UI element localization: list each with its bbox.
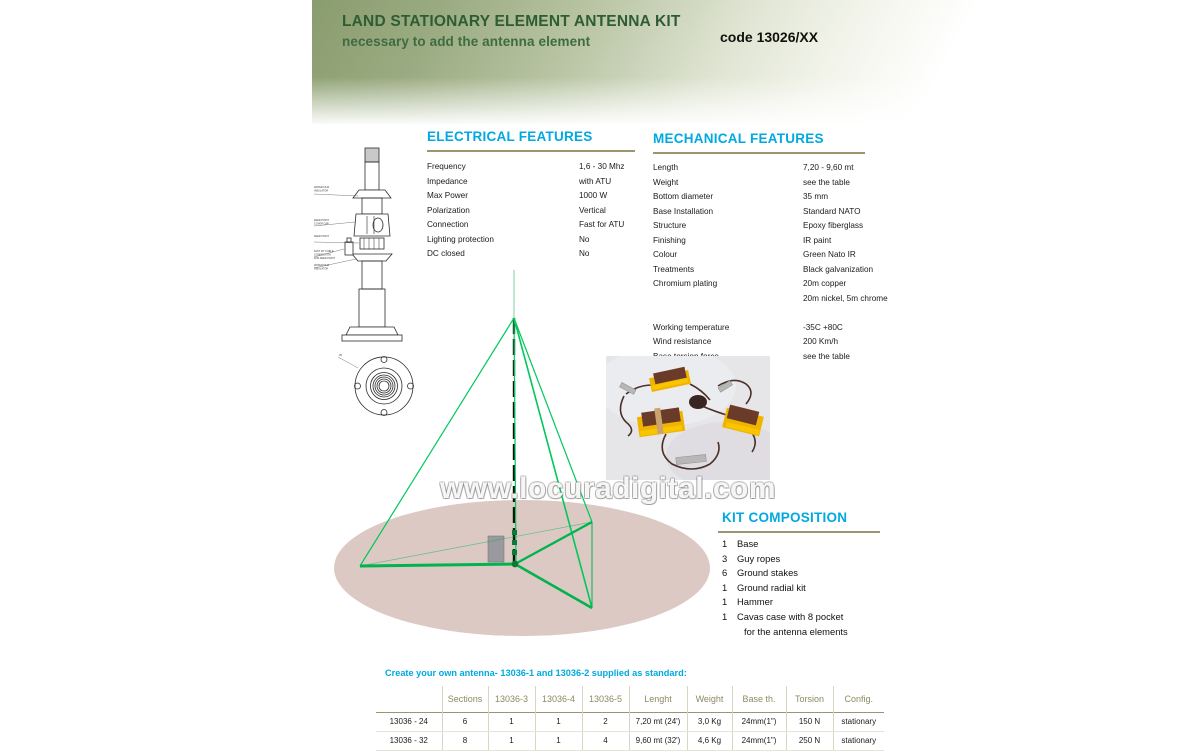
table-cell: 7,20 mt (24') [629,712,687,731]
spec-row: DC closed No [427,249,590,258]
callout-water-film-insulator-bottom: WATER FILM [314,264,330,267]
watermark-text: www.locuradigital.com [439,472,777,505]
table-cell: stationary [833,712,884,731]
spec-row: Working temperature -35C +80C [653,322,843,332]
column-header: Torsion [786,686,833,712]
column-header: 13036-5 [582,686,629,712]
ground-radial-kit-photo [606,356,770,480]
spec-row: Bottom diameter 35 mm [653,192,829,201]
spec-row: Treatments Black galvanization [653,264,874,274]
kit-composition-heading: KIT COMPOSITION [722,510,848,525]
svg-text:INSULATOR: INSULATOR [314,267,329,271]
table-cell: 8 [442,731,488,750]
column-header: 13036-3 [488,686,535,712]
callout-feed-point: FEED POINT [314,235,330,238]
spec-row: Colour Green Nato IR [653,250,856,259]
table-cell: 24mm(1") [732,731,786,750]
spec-row: Length 7,20 - 9,60 mt [653,163,854,172]
spec-row: Polarization Vertical [427,205,606,215]
column-header: 13036-4 [535,686,582,712]
table-cell: 1 [535,731,582,750]
spec-row: Frequency 1,6 - 30 Mhz [427,162,625,171]
table-cell: 24mm(1") [732,712,786,731]
table-cell: 13036 - 32 [376,731,442,750]
spec-row: Lighting protection No [427,234,590,244]
spec-row: Impedance with ATU [427,176,612,186]
svg-text:35: 35 [339,354,342,357]
page-subtitle: necessary to add the antenna element [342,34,591,49]
column-header: Lenght [629,686,687,712]
table-row [376,712,884,731]
spec-row: Weight see the table [653,177,850,187]
column-header: Sections [442,686,488,712]
column-header: Base th. [732,686,786,712]
models-table [376,686,884,751]
spec-row: see the table [803,351,850,361]
product-code: code 13026/XX [720,29,819,45]
spec-row: Structure Epoxy fiberglass [653,221,864,230]
header-text-block [342,12,681,51]
mechanical-features-table [653,163,893,366]
electrical-features-table [427,162,642,264]
spec-row: Wind resistance 200 Km/h [653,337,839,346]
page-header-banner [312,0,1200,124]
svg-text:INSULATOR: INSULATOR [314,189,329,193]
callout-fast-fit-cable: FAST FIT CABLE [314,250,334,253]
table-cell: 1 [488,712,535,731]
svg-text:COVER CAP: COVER CAP [314,222,329,226]
electrical-features-rule [427,150,635,152]
table-cell: 9,60 mt (32') [629,731,687,750]
column-header: Config. [833,686,884,712]
table-cell: stationary [833,731,884,750]
column-header: Weight [687,686,732,712]
callout-water-film-insulator-top: WATER FILM [314,186,330,189]
electrical-features-heading: ELECTRICAL FEATURES [427,129,593,144]
models-table-caption: Create your own antenna- 13036-1 and 13036-2 supplied as standard: [385,668,687,678]
page-title: LAND STATIONARY ELEMENT ANTENNA KIT [342,13,681,30]
callout-feed-point-cover-cap: FEED POINT [314,219,330,222]
table-cell: 6 [442,712,488,731]
mechanical-features-heading: MECHANICAL FEATURES [653,131,824,146]
spec-row: Base Installation Standard NATO [653,206,861,216]
table-cell: 1 [535,712,582,731]
table-header-row [376,686,884,712]
spec-row: Finishing IR paint [653,235,832,245]
spec-row: Chromium plating 20m copper [653,279,847,288]
table-cell: 13036 - 24 [376,712,442,731]
table-cell: 150 N [786,712,833,731]
table-cell: 2 [582,712,629,731]
table-cell: 1 [488,731,535,750]
spec-row: Max Power 1000 W [427,191,608,200]
table-cell: 4 [582,731,629,750]
table-cell: 3,0 Kg [687,712,732,731]
spec-row: Connection Fast for ATU [427,220,625,229]
svg-text:CONNECTION: CONNECTION [314,253,331,257]
mechanical-features-rule [653,152,865,154]
svg-text:FOR FEED POINT: FOR FEED POINT [314,257,335,260]
column-header [376,686,442,712]
spec-row: 20m nickel, 5m chrome [803,293,888,303]
table-row [376,731,884,750]
table-cell: 250 N [786,731,833,750]
kit-composition-rule [718,531,880,533]
datasheet-page: LAND STATIONARY ELEMENT ANTENNA KIT necessary to add the antenna element code 13026/XX WATER FILM INSULATOR FEED POINT COVER CAP FEED POINT FAST FIT CABLE CONNECTION FOR FEED POINT WATER FILM INSULATOR 35 ELECTRICAL FEATURES Frequency 1,6 - 30 Mhz Impedance with ATU Max Power 1000 W Polarization Vertical Connection Fast for ATU Lighting protection No DC closed No MECHANICAL FEATURES Length 7,20 - 9,60 mt Weight see the table Bottom diameter 35 mm Base Installation Standard NATO Structure Epoxy fiberglass Finishing IR paint Colour Green Nato IR Treatments Black galvanization Chromium plating 20m copper 20m nickel, 5m chrome Working temperature -35C +80C Wind resistance 200 Km/h see the table www.locuradigital.com KIT COMPOSITION 1 Base 3 Guy ropes 6 Ground stakes 1 Ground radial kit 1 Hammer 1 Cavas case with 8 pocket for the antenna elements Create your own antenna- 13036-1 and 13036-2 supplied as standard: Sections 13036-3 13036-4 13036-5 Lenght Weight Base th. Torsion Config. 13036 - 24 6 1 1 2 7,20 mt (24') 3,0 Kg 24mm(1") 150 N stationary 13036 - 32 8 1 1 4 9,60 mt (32') 4,6 Kg 24mm(1") 250 N stationary [0,0,1200,756]
table-cell: 4,6 Kg [687,731,732,750]
